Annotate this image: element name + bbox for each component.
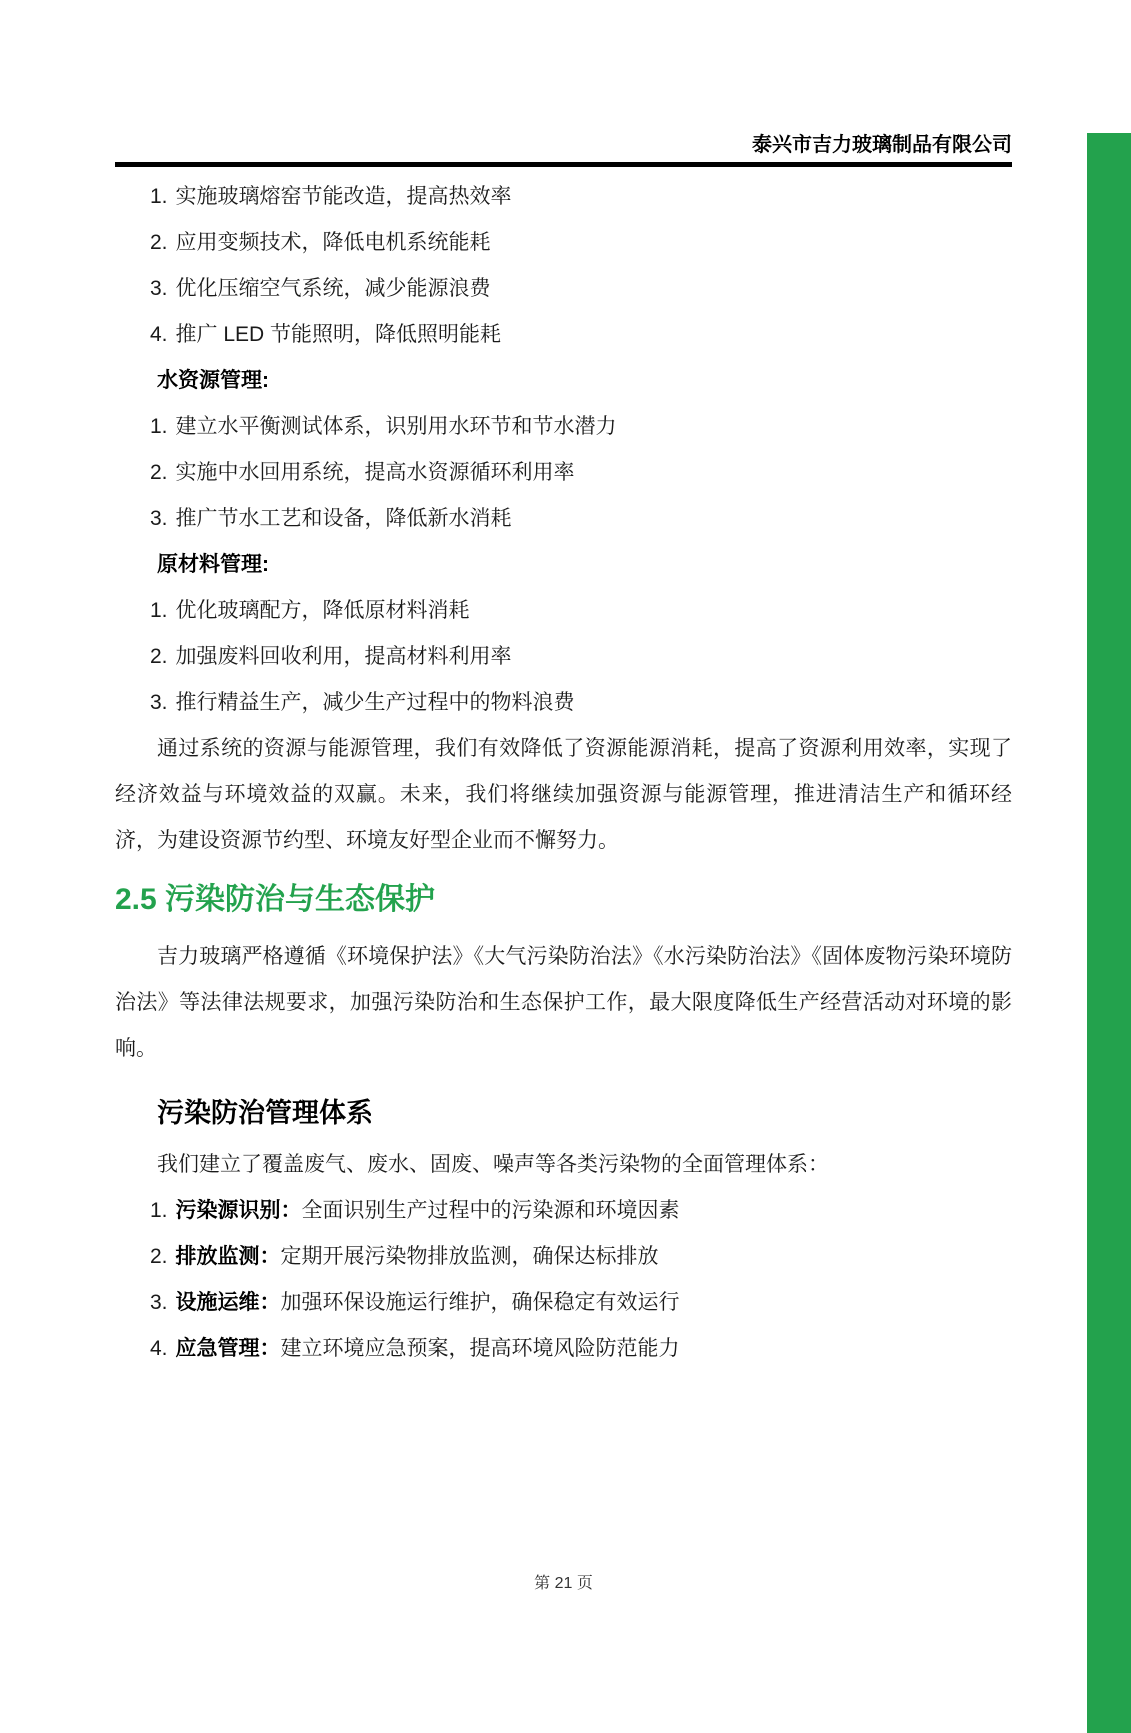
list-item-text: 全面识别生产过程中的污染源和环境因素 (301, 1199, 680, 1222)
list-item (115, 1188, 1012, 1234)
list-item-text: 推广 LED 节能照明，降低照明能耗 (175, 323, 502, 346)
list-item-term: 污染源识别 (175, 1199, 281, 1222)
list-item-number: 3. (150, 1291, 168, 1314)
materials-measures-list (115, 588, 1012, 726)
list-item-number: 1. (150, 599, 168, 622)
list-item-term: 设施运维 (175, 1291, 260, 1314)
list-item (115, 1234, 1012, 1280)
list-item-text: 应用变频技术，降低电机系统能耗 (175, 231, 491, 254)
lead-paragraph: 我们建立了覆盖废气、废水、固废、噪声等各类污染物的全面管理体系： (157, 1153, 829, 1176)
list-item-number: 4. (150, 1337, 168, 1360)
list-item-separator: ： (259, 1245, 281, 1268)
section-intro-paragraph: 吉力玻璃严格遵循《环境保护法》《大气污染防治法》《水污染防治法》《固体废物污染环境防治法》等法律法规要求，加强污染防治和生态保护工作，最大限度降低生产经营活动对环境的影响。 (115, 945, 1012, 1060)
list-item (115, 588, 1012, 634)
list-item (115, 174, 1012, 220)
document-body (115, 174, 1012, 1372)
list-item (115, 680, 1012, 726)
list-item-text: 推行精益生产，减少生产过程中的物料浪费 (175, 691, 575, 714)
list-item-text: 建立水平衡测试体系，识别用水环节和节水潜力 (175, 415, 617, 438)
summary-paragraph: 通过系统的资源与能源管理，我们有效降低了资源能源消耗，提高了资源利用效率，实现了经济效益与环境效益的双赢。未来，我们将继续加强资源与能源管理，推进清洁生产和循环经济，为建设资源节约型、环境友好型企业而不懈努力。 (115, 737, 1012, 852)
pollution-management-list (115, 1188, 1012, 1372)
list-item-text: 加强环保设施运行维护，确保稳定有效运行 (280, 1291, 680, 1314)
list-item (115, 634, 1012, 680)
list-item-number: 2. (150, 231, 168, 254)
list-item (115, 496, 1012, 542)
list-item-text: 优化玻璃配方，降低原材料消耗 (175, 599, 470, 622)
list-item (115, 312, 1012, 358)
list-item-number: 3. (150, 507, 168, 530)
list-item-number: 4. (150, 323, 168, 346)
list-item-text: 优化压缩空气系统，减少能源浪费 (175, 277, 491, 300)
list-item-term: 应急管理 (175, 1337, 260, 1360)
list-item (115, 266, 1012, 312)
list-item-number: 3. (150, 691, 168, 714)
section-heading: 2.5 污染防治与生态保护 (115, 883, 436, 916)
list-item (115, 404, 1012, 450)
energy-measures-list (115, 174, 1012, 358)
list-item-number: 1. (150, 1199, 168, 1222)
list-item-number: 2. (150, 461, 168, 484)
list-item-text: 实施玻璃熔窑节能改造，提高热效率 (175, 185, 512, 208)
water-measures-list (115, 404, 1012, 542)
list-item (115, 1280, 1012, 1326)
list-item-text: 定期开展污染物排放监测，确保达标排放 (280, 1245, 659, 1268)
list-item-text: 推广节水工艺和设备，降低新水消耗 (175, 507, 512, 530)
subsection-heading: 污染防治管理体系 (157, 1098, 373, 1128)
list-item-number: 2. (150, 1245, 168, 1268)
header-rule (115, 162, 1012, 167)
page-accent-sidebar (1087, 133, 1131, 1733)
list-item-number: 1. (150, 185, 168, 208)
list-item-number: 3. (150, 277, 168, 300)
list-item (115, 1326, 1012, 1372)
list-item-separator: ： (280, 1199, 302, 1222)
list-item-number: 2. (150, 645, 168, 668)
list-item-text: 建立环境应急预案，提高环境风险防范能力 (280, 1337, 680, 1360)
water-management-label: 水资源管理: (157, 369, 269, 392)
header-company-name: 泰兴市吉力玻璃制品有限公司 (752, 134, 1012, 156)
list-item-text: 实施中水回用系统，提高水资源循环利用率 (175, 461, 575, 484)
list-item-separator: ： (259, 1291, 281, 1314)
list-item (115, 450, 1012, 496)
list-item-number: 1. (150, 415, 168, 438)
list-item-term: 排放监测 (175, 1245, 260, 1268)
footer-page-number: 第 21 页 (534, 1575, 593, 1592)
document-page (0, 133, 1131, 1372)
list-item (115, 220, 1012, 266)
list-item-separator: ： (259, 1337, 281, 1360)
list-item-text: 加强废料回收利用，提高材料利用率 (175, 645, 512, 668)
materials-management-label: 原材料管理: (157, 553, 269, 576)
